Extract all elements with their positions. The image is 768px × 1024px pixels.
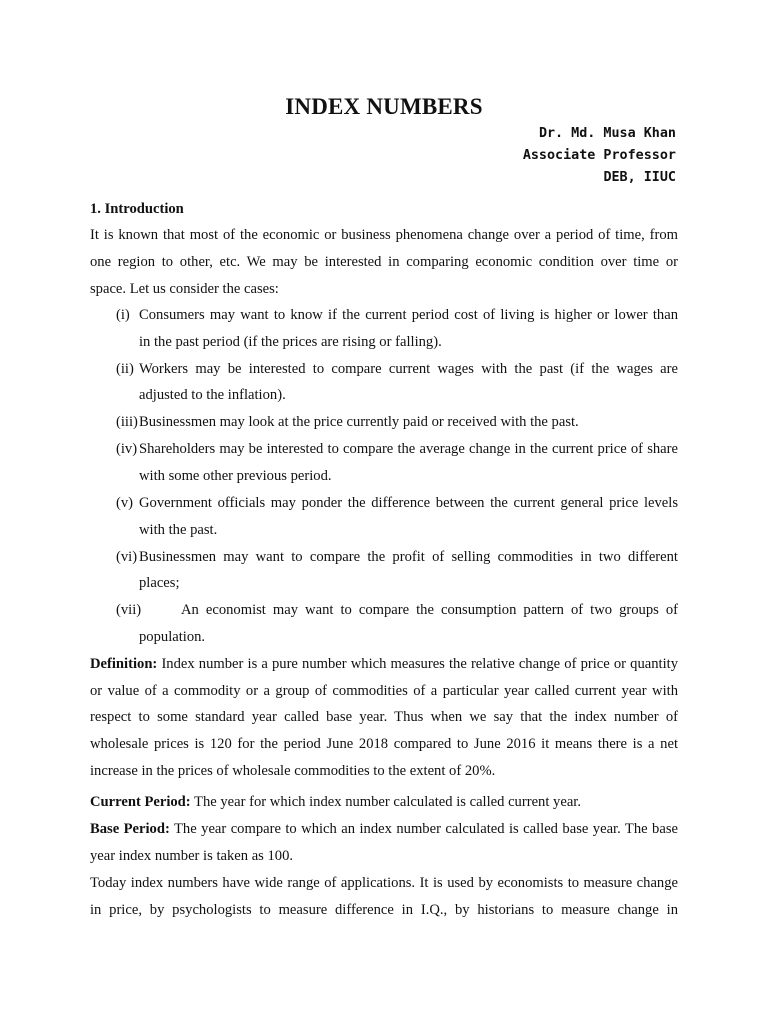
list-item-text: population. [139,629,206,645]
current-period-label: Current Period: [90,794,191,810]
list-item-text: adjusted to the inflation). [139,387,286,403]
list-item-text: with the past. [139,522,218,538]
intro-line: It is known that most of the economic or business phenomena change over a period of time, from [90,227,678,243]
definition-label: Definition: [90,656,158,672]
list-item-text: Businessmen may want to compare the profit of selling commodities in two different [139,549,678,565]
list-item-number: (iii) [116,414,138,430]
page-title: INDEX NUMBERS [285,94,483,119]
definition-text: Index number is a pure number which measures the relative change of price or quantity [161,656,678,672]
list-item-number: (iv) [116,441,138,457]
definition-line: respect to some standard year called base year. Thus when we say that the index number of [90,709,678,725]
author-name: Dr. Md. Musa Khan [538,126,676,141]
list-item-text: Businessmen may look at the price currently paid or received with the past. [139,414,579,430]
base-period-line: year index number is taken as 100. [90,848,294,864]
definition-line: increase in the prices of wholesale commodities to the extent of 20%. [90,763,496,779]
list-item-text: An economist may want to compare the consumption pattern of two groups of [181,602,678,618]
section-heading-introduction: 1. Introduction [90,201,184,217]
current-period-line [90,794,678,811]
definition-line: or value of a commodity or a group of commodities of a particular year called current year with [90,683,678,699]
list-item-text: Workers may be interested to compare current wages with the past (if the wages are [139,361,678,377]
list-item-number: (v) [116,495,134,511]
list-item-text: Shareholders may be interested to compare the average change in the current price of share [139,441,678,457]
list-item-text: in the past period (if the prices are rising or falling). [139,334,442,350]
list-item-text: Government officials may ponder the difference between the current general price levels [139,495,678,511]
definition-line [90,656,678,673]
base-period-line [90,821,678,838]
intro-line: space. Let us consider the cases: [90,281,279,297]
list-item-number: (i) [116,307,130,323]
base-period-text: The year compare to which an index number calculated is called base year. The base [174,821,678,837]
author-affiliation: DEB, IIUC [603,170,676,185]
definition-line: wholesale prices is 120 for the period June 2018 compared to June 2016 it means there is a net [90,736,678,752]
applications-line: Today index numbers have wide range of applications. It is used by economists to measure change [90,875,678,891]
applications-line: in price, by psychologists to measure difference in I.Q., by historians to measure change in [90,902,678,918]
author-position: Associate Professor [522,148,676,163]
list-item-text: with some other previous period. [139,468,332,484]
base-period-label: Base Period: [90,821,170,837]
list-item-number: (vi) [116,549,138,565]
current-period-text: The year for which index number calculated is called current year. [194,794,582,810]
list-item-text: Consumers may want to know if the current period cost of living is higher or lower than [139,307,678,323]
list-item-number: (vii) [116,602,142,618]
list-item-number: (ii) [116,361,134,377]
list-item-text: places; [139,575,180,591]
intro-line: one region to other, etc. We may be interested in comparing economic condition over time or [90,254,678,270]
